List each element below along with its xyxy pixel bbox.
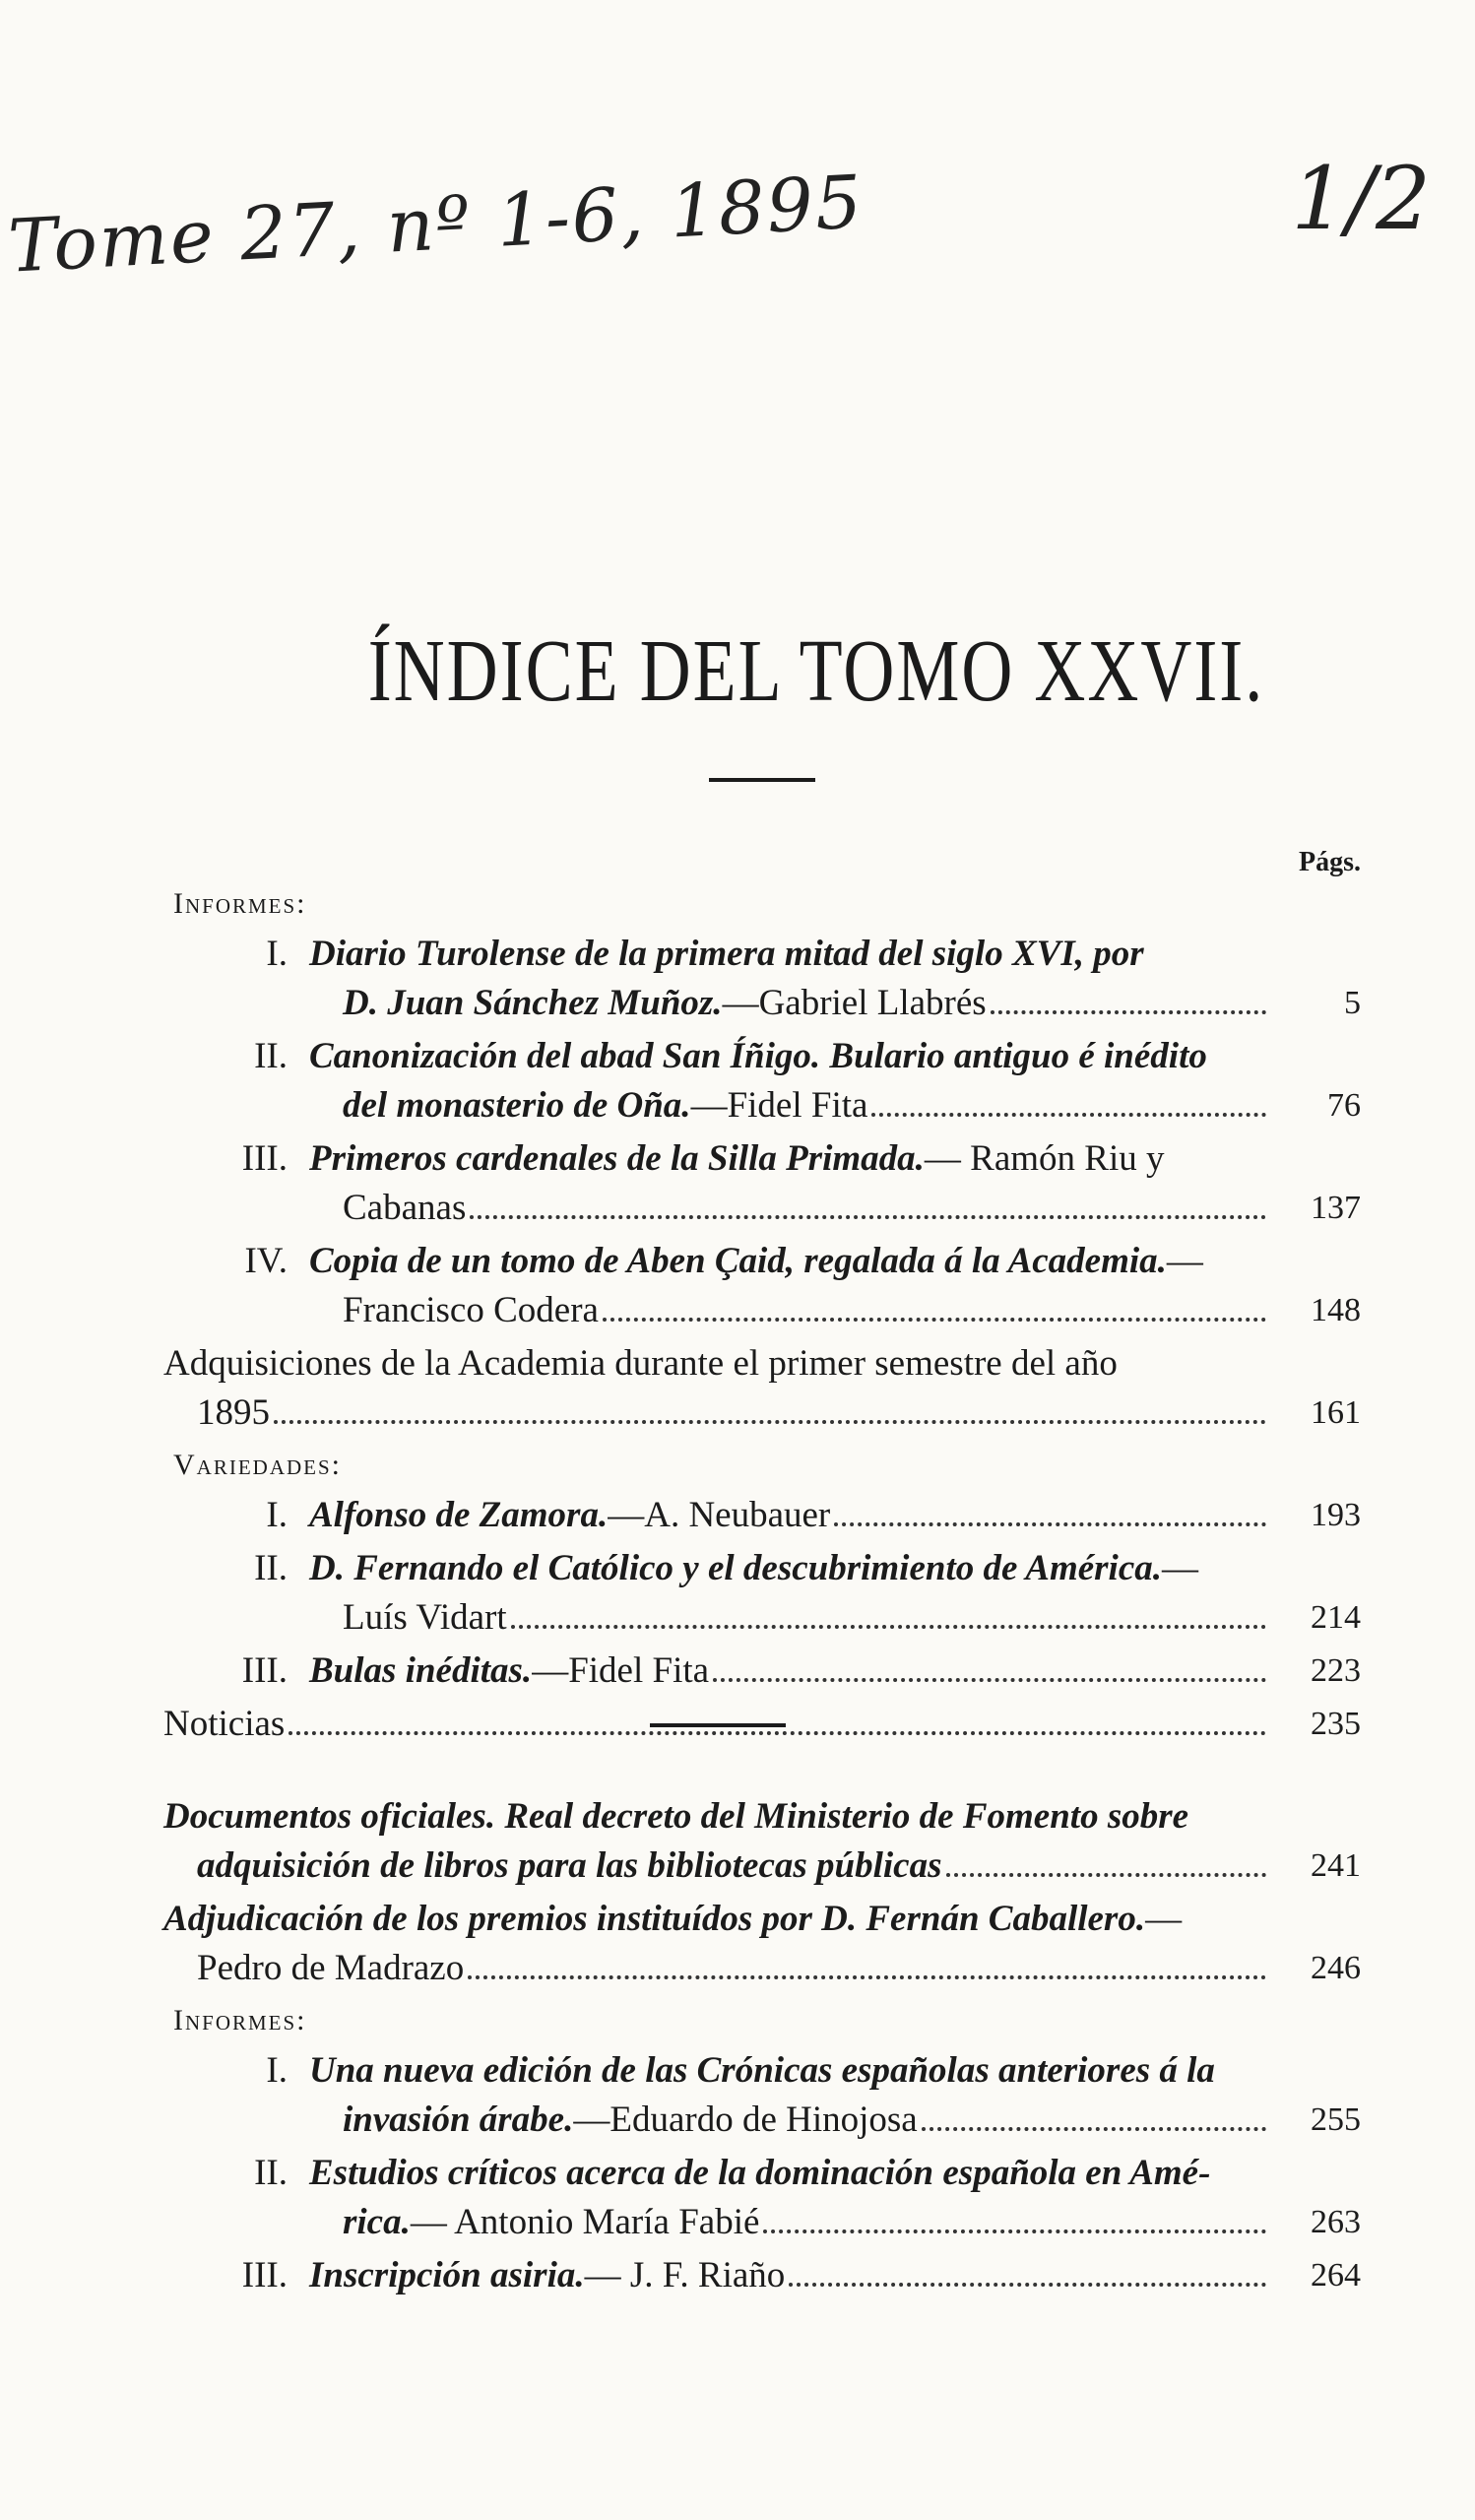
- entry-number: III.: [241, 2255, 288, 2295]
- section-variedades: Variedades:: [173, 1449, 342, 1481]
- entry-author: — J. F. Riaño: [584, 2255, 786, 2295]
- toc-part-1: [163, 847, 1361, 1753]
- entry-author: — Antonio María Fabié: [410, 2202, 760, 2242]
- handwritten-part-note: 1/2: [1291, 148, 1431, 249]
- entry-page: 76: [1327, 1087, 1361, 1124]
- entry-number: III.: [241, 1138, 288, 1179]
- entry-page: 263: [1311, 2204, 1361, 2240]
- entry-title: Una nueva edición de las Crónicas españolas anteriores á la: [309, 2050, 1215, 2091]
- entry-title: Diario Turolense de la primera mitad del siglo XVI, por: [309, 934, 1144, 974]
- toc-entry-adquisiciones[interactable]: [163, 1339, 1361, 1438]
- entry-page: 255: [1311, 2101, 1361, 2138]
- leader-dots: [511, 1625, 1266, 1629]
- entry-number: I.: [266, 934, 288, 974]
- entry-number: IV.: [244, 1241, 288, 1281]
- entry-title: Noticias: [163, 1704, 286, 1744]
- entry-page: 5: [1344, 985, 1361, 1021]
- entry-title: Documentos oficiales. Real decreto del Ministerio de Fomento sobre: [163, 1796, 1189, 1837]
- entry-page: 246: [1311, 1950, 1361, 1986]
- entry-title: Primeros cardenales de la Silla Primada.: [309, 1138, 925, 1179]
- leader-dots: [789, 2283, 1266, 2287]
- entry-number: II.: [254, 1548, 288, 1588]
- toc-entry-documentos[interactable]: [163, 1792, 1361, 1891]
- entry-author: — Ramón Riu y: [924, 1138, 1165, 1179]
- entry-title-cont: 1895: [197, 1392, 270, 1433]
- leader-dots: [946, 1873, 1267, 1877]
- leader-dots: [871, 1113, 1266, 1117]
- toc-entry[interactable]: [169, 2149, 1361, 2247]
- leader-dots: [763, 2229, 1266, 2233]
- section-informes: Informes:: [173, 887, 307, 920]
- entry-author-cont: Francisco Codera: [343, 1290, 599, 1330]
- toc-entry[interactable]: [169, 1647, 1361, 1696]
- entry-page: 214: [1311, 1599, 1361, 1636]
- leader-dots: [713, 1678, 1266, 1682]
- entry-title-cont: rica.: [343, 2202, 411, 2242]
- entry-title-cont: del monasterio de Oña.: [343, 1085, 691, 1126]
- entry-title: Bulas inéditas.: [309, 1650, 533, 1691]
- entry-title: Adquisiciones de la Academia durante el primer semestre del año: [163, 1343, 1118, 1384]
- entry-page: 241: [1311, 1847, 1361, 1884]
- leader-dots: [289, 1731, 1266, 1735]
- leader-dots: [834, 1522, 1266, 1526]
- entry-number: II.: [254, 2153, 288, 2193]
- entry-author: —Gabriel Llabrés: [722, 983, 987, 1023]
- entry-author-cont: Luís Vidart: [343, 1597, 507, 1638]
- entry-author-cont: Pedro de Madrazo: [197, 1948, 465, 1988]
- title-divider: [709, 778, 815, 782]
- leader-dots: [470, 1215, 1266, 1219]
- toc-entry[interactable]: [169, 1237, 1361, 1335]
- entry-number: I.: [266, 2050, 288, 2091]
- leader-dots: [468, 1975, 1266, 1979]
- entry-author: —Fidel Fita: [532, 1650, 710, 1691]
- toc-entry-adjudicacion[interactable]: [163, 1895, 1361, 1993]
- entry-page: 235: [1311, 1706, 1361, 1742]
- entry-title: Canonización del abad San Íñigo. Bulario antiguo é inédito: [309, 1036, 1207, 1076]
- entry-author: —: [1166, 1241, 1203, 1281]
- entry-title: Adjudicación de los premios instituídos por D. Fernán Caballero.: [163, 1899, 1146, 1939]
- leader-dots: [922, 2127, 1266, 2131]
- entry-author: —: [1162, 1548, 1199, 1588]
- leader-dots: [603, 1318, 1266, 1322]
- entry-author: —Fidel Fita: [690, 1085, 868, 1126]
- handwritten-volume-note: Tome 27, nº 1-6, 1895: [6, 160, 866, 290]
- entry-title-cont: invasión árabe.: [343, 2100, 574, 2140]
- entry-page: 137: [1311, 1190, 1361, 1226]
- entry-author: —: [1145, 1899, 1183, 1939]
- pages-column-label: Págs.: [1299, 847, 1361, 877]
- entry-title: Estudios críticos acerca de la dominación española en Amé-: [309, 2153, 1211, 2193]
- toc-entry[interactable]: [169, 2251, 1361, 2300]
- entry-number: II.: [254, 1036, 288, 1076]
- entry-author: —A. Neubauer: [608, 1495, 831, 1535]
- section-divider: [650, 1723, 786, 1727]
- page-title: ÍNDICE DEL TOMO XXVII.: [367, 620, 1265, 720]
- entry-title: Copia de un tomo de Aben Çaid, regalada á la Academia.: [309, 1241, 1167, 1281]
- entry-page: 264: [1311, 2257, 1361, 2294]
- entry-author-cont: Cabanas: [343, 1188, 467, 1228]
- leader-dots: [274, 1420, 1266, 1424]
- entry-title-cont: adquisición de libros para las bibliotecas públicas: [197, 1845, 942, 1886]
- entry-author: —Eduardo de Hinojosa: [573, 2100, 918, 2140]
- entry-title-cont: D. Juan Sánchez Muñoz.: [343, 983, 723, 1023]
- toc-entry[interactable]: [169, 930, 1361, 1028]
- toc-entry[interactable]: [169, 1491, 1361, 1540]
- toc-part-2: [163, 1792, 1361, 2304]
- entry-title: D. Fernando el Católico y el descubrimiento de América.: [309, 1548, 1163, 1588]
- toc-entry[interactable]: [169, 2046, 1361, 2145]
- entry-number: III.: [241, 1650, 288, 1691]
- toc-entry[interactable]: [169, 1544, 1361, 1643]
- entry-page: 193: [1311, 1497, 1361, 1533]
- section-informes-2: Informes:: [173, 2004, 307, 2036]
- toc-entry[interactable]: [169, 1134, 1361, 1233]
- entry-page: 223: [1311, 1652, 1361, 1689]
- entry-number: I.: [266, 1495, 288, 1535]
- leader-dots: [991, 1010, 1266, 1014]
- entry-page: 148: [1311, 1292, 1361, 1328]
- toc-entry[interactable]: [169, 1032, 1361, 1131]
- entry-title: Alfonso de Zamora.: [309, 1495, 609, 1535]
- entry-title: Inscripción asiria.: [309, 2255, 585, 2295]
- entry-page: 161: [1311, 1394, 1361, 1431]
